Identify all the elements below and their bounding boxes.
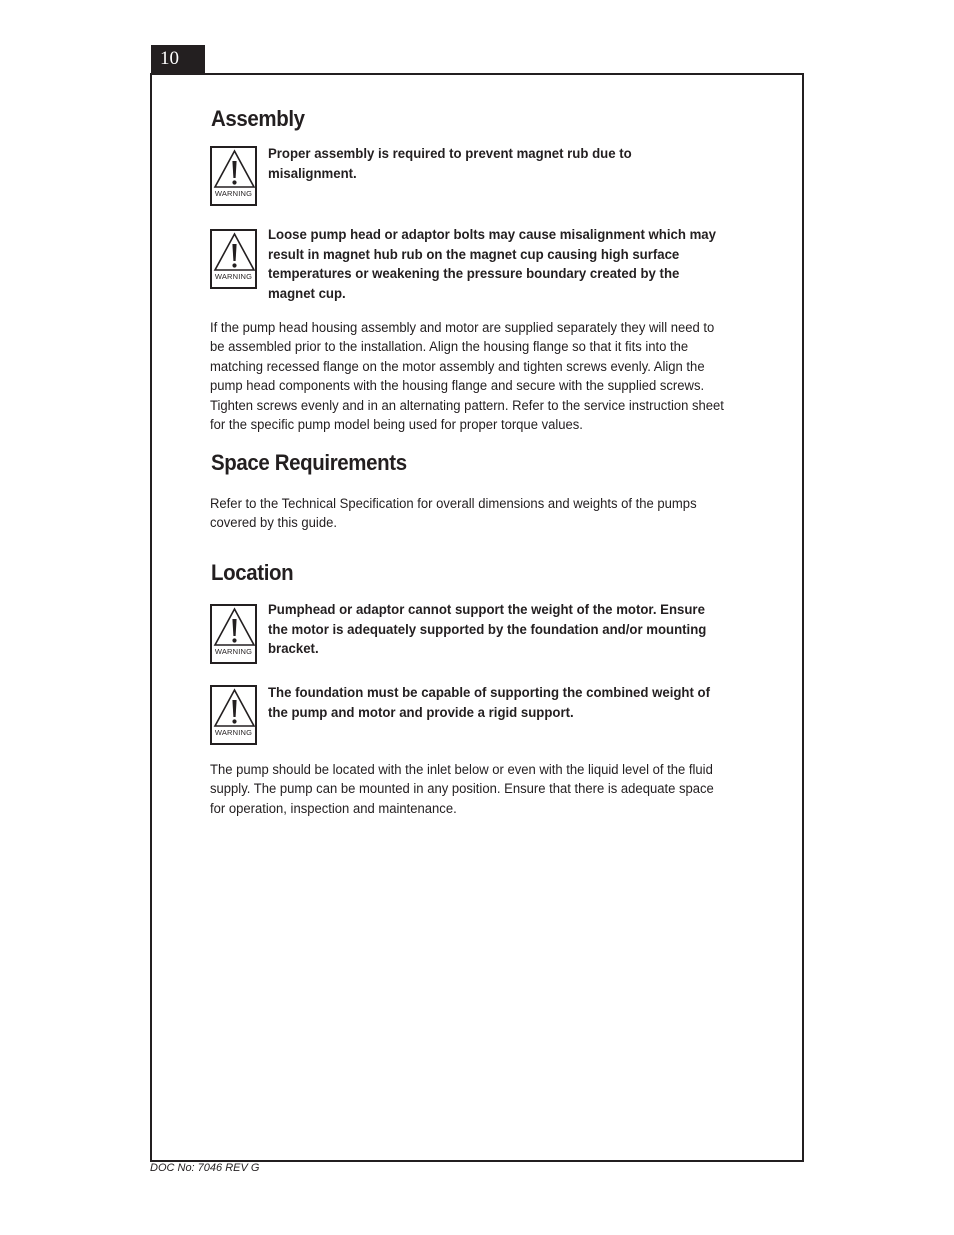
warning-label: WARNING — [214, 647, 253, 656]
heading-location: Location — [211, 560, 294, 585]
page-number: 10 — [151, 45, 205, 73]
warning-text-assembly-2: Loose pump head or adaptor bolts may cause misalignment which may result in magnet hub rub on the magnet cup causing high surface temperatures or weakening the pressure boundary created by the magnet cup. — [268, 227, 716, 302]
warning-label: WARNING — [214, 272, 253, 281]
warning-text-assembly-1: Proper assembly is required to prevent magnet rub due to misalignment. — [268, 146, 632, 182]
body-location: The pump should be located with the inlet below or even with the liquid level of the fluid supply. The pump can be mounted in any position. Ensure that there is adequate space for operation, inspection and maintenance. — [210, 762, 714, 817]
warning-text-location-1: Pumphead or adaptor cannot support the weight of the motor. Ensure the motor is adequately supported by the foundation and/or mounting bracket. — [268, 602, 707, 657]
warning-label: WARNING — [214, 189, 253, 198]
warning-text-location-2: The foundation must be capable of supporting the combined weight of the pump and motor and provide a rigid support. — [268, 685, 711, 721]
warning-icon — [210, 604, 257, 664]
body-space-requirements: Refer to the Technical Specification for overall dimensions and weights of the pumps covered by this guide. — [210, 496, 697, 532]
warning-label: WARNING — [214, 728, 253, 737]
heading-space-requirements: Space Requirements — [211, 450, 407, 475]
warning-icon — [210, 685, 257, 745]
warning-icon — [210, 229, 257, 289]
body-assembly: If the pump head housing assembly and motor are supplied separately they will need to be assembled prior to the installation. Align the housing flange so that it fits into the matching recessed flange on the motor assembly and tighten screws evenly. Align the pump head components with the housing flange and secure with the supplied screws. Tighten screws evenly and in an alternating pattern. Refer to the service instruction sheet for the specific pump model being used for proper torque values. — [210, 320, 724, 434]
warning-icon — [210, 146, 257, 206]
document-number: DOC No: 7046 REV G — [150, 1162, 260, 1174]
heading-assembly: Assembly — [211, 106, 305, 131]
